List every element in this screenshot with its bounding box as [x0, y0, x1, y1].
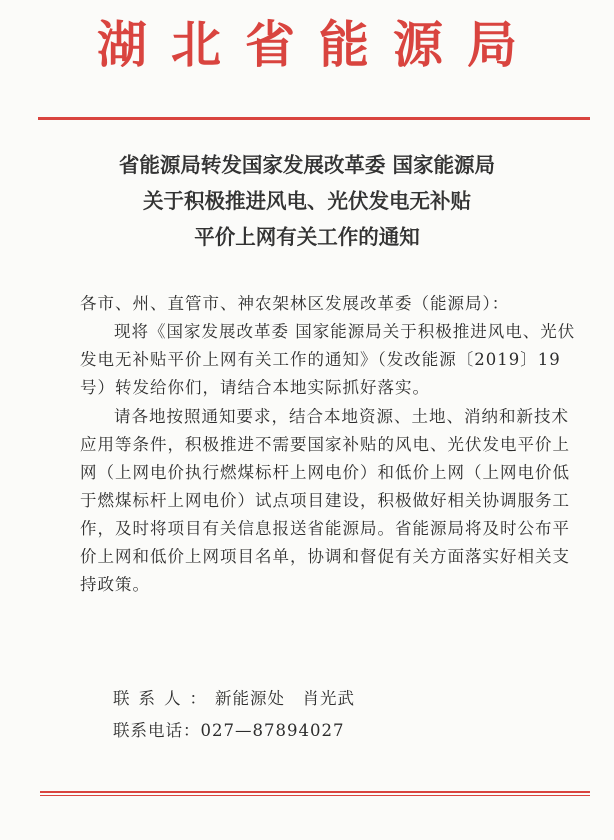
- contact-person: [113, 685, 355, 713]
- body-paragraph-2: 请各地按照通知要求，结合本地资源、土地、消纳和新技术应用等条件，积极推进不需要国家补贴的风电、光伏发电平价上网（上网电价执行燃煤标杆上网电价）和低价上网（上网电价低于燃煤标杆上网电价）试点项目建设，积极做好相关协调服务工作，及时将项目有关信息报送省能源局。省能源局将及时公布平价上网和低价上网项目名单，协调和督促有关方面落实好相关支持政策。: [80, 407, 570, 594]
- footer-red-rule-thin: [40, 795, 590, 796]
- title-line-2: 关于积极推进风电、光伏发电无补贴: [143, 189, 471, 213]
- document-title: [0, 147, 614, 255]
- letterhead-org-name: 湖北省能源局: [97, 16, 541, 74]
- letterhead-red-rule: [38, 117, 590, 120]
- footer-red-rule: [40, 791, 590, 793]
- title-line-1: 省能源局转发国家发展改革委 国家能源局: [118, 153, 496, 177]
- contact-person-label: 联系人：: [113, 689, 215, 708]
- body-paragraph-1: 现将《国家发展改革委 国家能源局关于积极推进风电、光伏发电无补贴平价上网有关工作的通知》（发改能源〔2019〕19号）转发给你们，请结合本地实际抓好落实。: [80, 322, 576, 397]
- title-line-3: 平价上网有关工作的通知: [194, 225, 420, 249]
- contact-phone-label: 联系电话：: [113, 721, 201, 740]
- contact-person-value: 新能源处 肖光武: [215, 689, 355, 708]
- contact-phone-value: 027—87894027: [200, 721, 345, 740]
- greeting-line: 各市、州、直管市、神农架林区发展改革委（能源局）：: [80, 294, 510, 313]
- contact-phone: [113, 717, 344, 745]
